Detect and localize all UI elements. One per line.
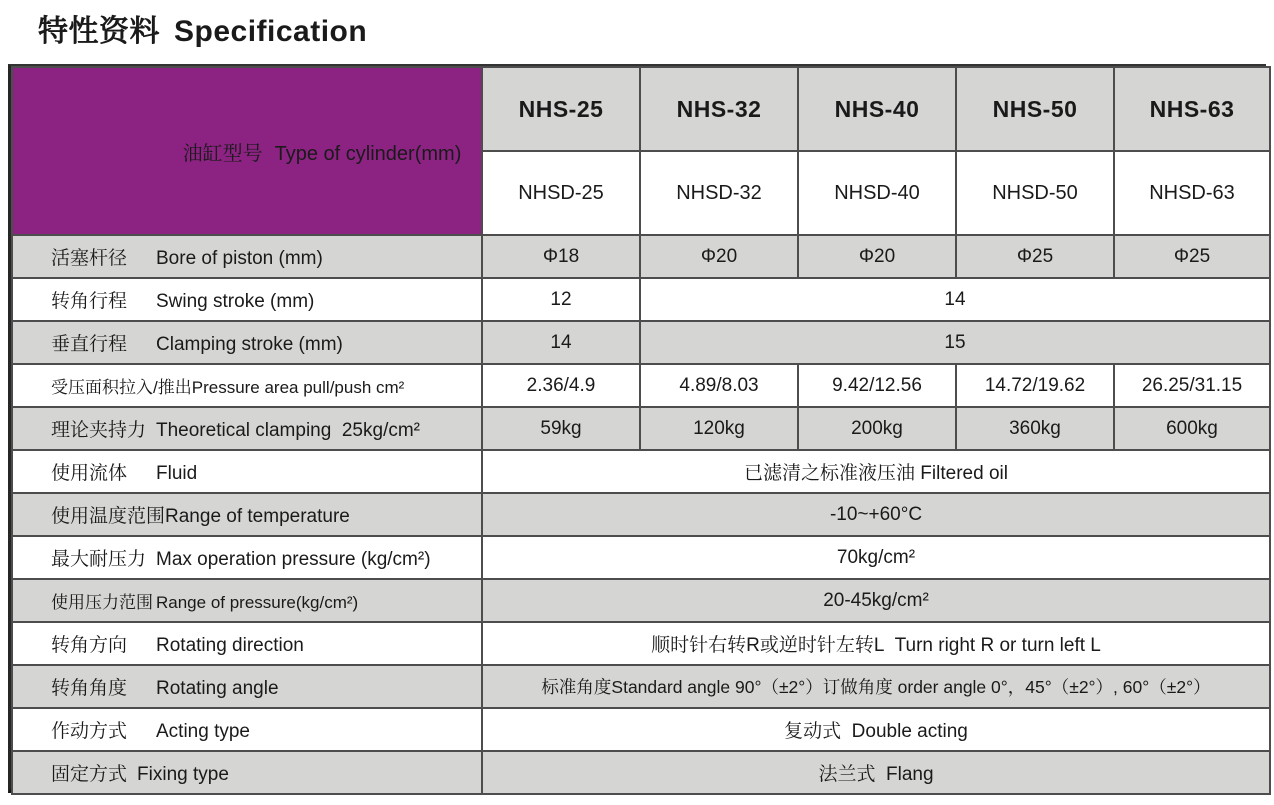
merged-value-cell: 法兰式 Flang <box>482 751 1270 794</box>
row-label: 最大耐压力 Max operation pressure (kg/cm²) <box>12 536 482 579</box>
table-row-rotating-angle <box>12 665 1270 708</box>
model-subheader: NHSD-63 <box>1114 151 1270 235</box>
row-label: 使用流体 Fluid <box>12 450 482 493</box>
merged-value-cell: 14 <box>640 278 1270 321</box>
merged-value-cell: 已滤清之标准液压油 Filtered oil <box>482 450 1270 493</box>
table-row-acting-type <box>12 708 1270 751</box>
model-header: NHS-63 <box>1114 67 1270 151</box>
row-label: 受压面积拉入/推出Pressure area pull/push cm² <box>12 364 482 407</box>
merged-value-cell: 标准角度Standard angle 90°（±2°）订做角度 order angle 0°，45°（±2°）, 60°（±2°） <box>482 665 1270 708</box>
model-header: NHS-25 <box>482 67 640 151</box>
merged-value-cell: -10~+60°C <box>482 493 1270 536</box>
corner-cell <box>12 67 482 235</box>
row-label: 垂直行程 Clamping stroke (mm) <box>12 321 482 364</box>
value-cell: Φ25 <box>1114 235 1270 278</box>
row-label: 转角方向 Rotating direction <box>12 622 482 665</box>
page-title <box>38 6 367 50</box>
merged-value-cell: 70kg/cm² <box>482 536 1270 579</box>
value-cell: 59kg <box>482 407 640 450</box>
model-subheader: NHSD-50 <box>956 151 1114 235</box>
value-cell: 26.25/31.15 <box>1114 364 1270 407</box>
table-row-clamping-stroke <box>12 321 1270 364</box>
row-label: 转角行程 Swing stroke (mm) <box>12 278 482 321</box>
value-cell: 12 <box>482 278 640 321</box>
merged-value-cell: 20-45kg/cm² <box>482 579 1270 622</box>
row-label: 活塞杆径 Bore of piston (mm) <box>12 235 482 278</box>
model-header: NHS-40 <box>798 67 956 151</box>
page-title-en: Specification <box>174 15 368 48</box>
value-cell: 200kg <box>798 407 956 450</box>
merged-value-cell: 复动式 Double acting <box>482 708 1270 751</box>
table-row-fixing-type <box>12 751 1270 794</box>
page-title-zh: 特性资料 <box>38 15 160 48</box>
model-header-row <box>12 67 1270 151</box>
table-row-temperature-range <box>12 493 1270 536</box>
spec-table <box>11 66 1271 795</box>
row-label: 固定方式 Fixing type <box>12 751 482 794</box>
corner-label-en: Type of cylinder(mm) <box>274 142 462 165</box>
value-cell: 360kg <box>956 407 1114 450</box>
value-cell: 14.72/19.62 <box>956 364 1114 407</box>
value-cell: 4.89/8.03 <box>640 364 798 407</box>
merged-value-cell: 顺时针右转R或逆时针左转L Turn right R or turn left L <box>482 622 1270 665</box>
table-row-pressure-area <box>12 364 1270 407</box>
value-cell: 600kg <box>1114 407 1270 450</box>
table-row-pressure-range <box>12 579 1270 622</box>
value-cell: Φ25 <box>956 235 1114 278</box>
model-subheader: NHSD-40 <box>798 151 956 235</box>
row-label: 使用压力范围 Range of pressure(kg/cm²) <box>12 579 482 622</box>
model-subheader: NHSD-32 <box>640 151 798 235</box>
spec-table-wrap <box>8 64 1266 793</box>
value-cell: 120kg <box>640 407 798 450</box>
value-cell: Φ20 <box>640 235 798 278</box>
value-cell: 2.36/4.9 <box>482 364 640 407</box>
table-row-bore <box>12 235 1270 278</box>
table-row-fluid <box>12 450 1270 493</box>
model-subheader: NHSD-25 <box>482 151 640 235</box>
row-label: 作动方式 Acting type <box>12 708 482 751</box>
table-row-max-pressure <box>12 536 1270 579</box>
value-cell: Φ20 <box>798 235 956 278</box>
corner-label-zh: 油缸型号 <box>182 142 263 165</box>
merged-value-cell: 15 <box>640 321 1270 364</box>
table-row-theoretical-clamping <box>12 407 1270 450</box>
row-label: 理论夹持力 Theoretical clamping 25kg/cm² <box>12 407 482 450</box>
row-label: 转角角度 Rotating angle <box>12 665 482 708</box>
table-row-rotating-direction <box>12 622 1270 665</box>
value-cell: 9.42/12.56 <box>798 364 956 407</box>
value-cell: 14 <box>482 321 640 364</box>
table-row-swing-stroke <box>12 278 1270 321</box>
model-header: NHS-32 <box>640 67 798 151</box>
model-header: NHS-50 <box>956 67 1114 151</box>
value-cell: Φ18 <box>482 235 640 278</box>
row-label: 使用温度范围Range of temperature <box>12 493 482 536</box>
